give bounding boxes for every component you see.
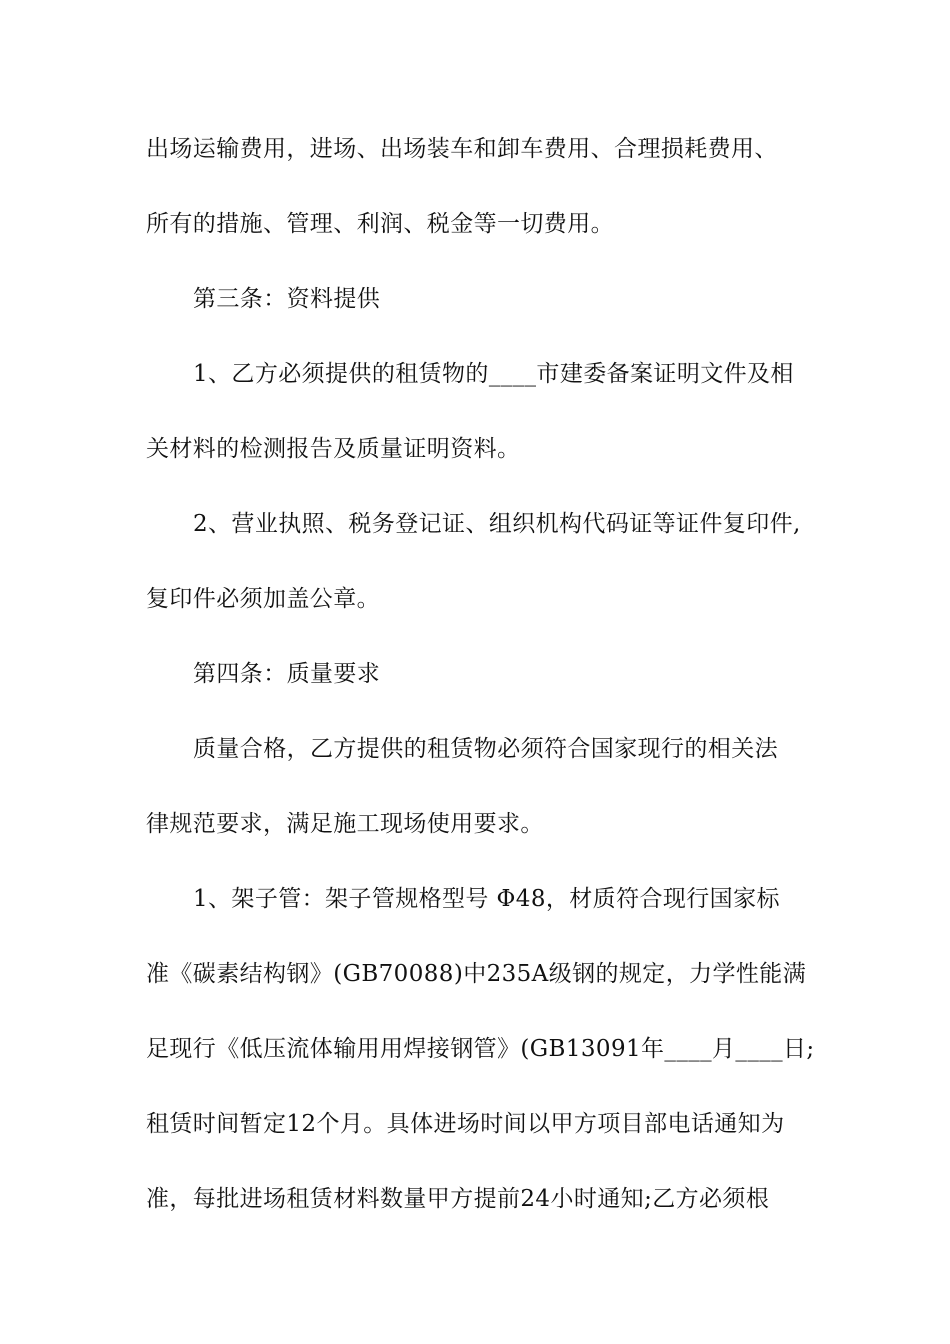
- text-line-15: 准，每批进场租赁材料数量甲方提前24小时通知;乙方必须根: [146, 1186, 770, 1212]
- section-heading-article-3: 第三条：资料提供: [193, 286, 381, 312]
- text-line-9: 质量合格，乙方提供的租赁物必须符合国家现行的相关法: [193, 736, 778, 762]
- text-line-10: 律规范要求，满足施工现场使用要求。: [146, 811, 544, 837]
- text-line-4: 1、乙方必须提供的租赁物的____市建委备案证明文件及相: [193, 361, 794, 387]
- text-line-14: 租赁时间暂定12个月。具体进场时间以甲方项目部电话通知为: [146, 1111, 785, 1137]
- text-line-11: 1、架子管：架子管规格型号 Φ48，材质符合现行国家标: [193, 886, 780, 912]
- text-line-1: 出场运输费用，进场、出场装车和卸车费用、合理损耗费用、: [146, 136, 778, 162]
- text-line-7: 复印件必须加盖公章。: [146, 586, 380, 612]
- text-line-13: 足现行《低压流体输用用焊接钢管》(GB13091年____月____日;: [146, 1036, 815, 1062]
- text-line-12: 准《碳素结构钢》(GB70088)中235A级钢的规定，力学性能满: [146, 961, 807, 987]
- text-line-5: 关材料的检测报告及质量证明资料。: [146, 436, 521, 462]
- section-heading-article-4: 第四条：质量要求: [193, 661, 381, 687]
- text-line-6: 2、营业执照、税务登记证、组织机构代码证等证件复印件,: [193, 511, 801, 537]
- text-line-2: 所有的措施、管理、利润、税金等一切费用。: [146, 211, 614, 237]
